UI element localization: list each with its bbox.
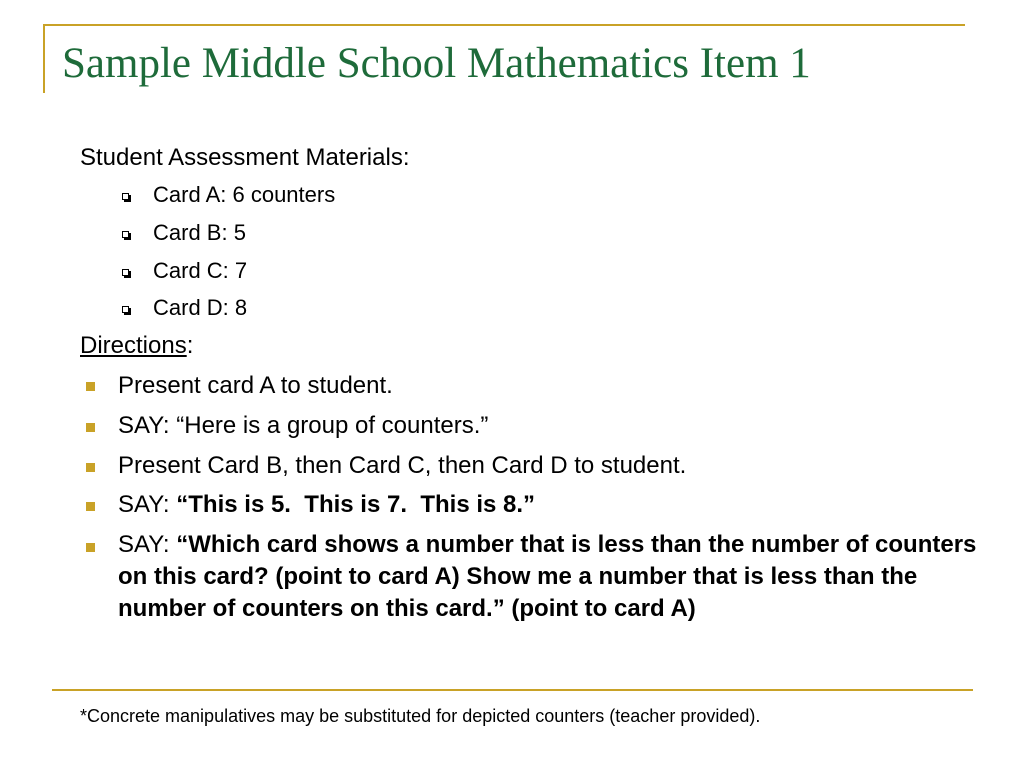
direction-item — [118, 529, 988, 625]
directions-heading — [80, 331, 193, 361]
direction-item: Present card A to student. — [118, 372, 393, 399]
gold-square-bullet-icon — [86, 382, 95, 391]
materials-item: Card A: 6 counters — [153, 182, 336, 207]
title-frame-left — [43, 24, 45, 93]
gold-square-bullet-icon — [86, 543, 95, 552]
directions-heading-text: Directions — [80, 332, 187, 359]
footer-divider — [52, 689, 973, 691]
direction-say-quote: “This is 5. This is 7. This is 8.” — [176, 491, 536, 518]
materials-item: Card B: 5 — [153, 220, 246, 245]
footnote: *Concrete manipulatives may be substituted for depicted counters (teacher provided). — [80, 706, 761, 726]
direction-item — [118, 490, 535, 520]
gold-square-bullet-icon — [86, 423, 95, 432]
materials-item: Card D: 8 — [153, 295, 248, 320]
direction-item: SAY: “Here is a group of counters.” — [118, 412, 489, 439]
direction-item: Present Card B, then Card C, then Card D to student. — [118, 452, 687, 479]
direction-say-lead: SAY: — [118, 531, 177, 558]
gold-square-bullet-icon — [86, 463, 95, 472]
slide-title: Sample Middle School Mathematics Item 1 — [62, 40, 811, 87]
hollow-square-bullet-icon — [122, 306, 129, 313]
hollow-square-bullet-icon — [122, 231, 129, 238]
directions-heading-colon: : — [186, 332, 194, 359]
title-frame-top — [43, 24, 965, 26]
direction-say-question: “Which card shows a number that is less than the number of counters on this card? (point to card A) Show me a number that is less than the number of counters on this card.” (point to card A) — [118, 531, 977, 622]
gold-square-bullet-icon — [86, 502, 95, 511]
hollow-square-bullet-icon — [122, 269, 129, 276]
materials-item: Card C: 7 — [153, 258, 248, 283]
materials-heading: Student Assessment Materials: — [80, 144, 410, 171]
direction-say-lead: SAY: — [118, 491, 177, 518]
hollow-square-bullet-icon — [122, 193, 129, 200]
